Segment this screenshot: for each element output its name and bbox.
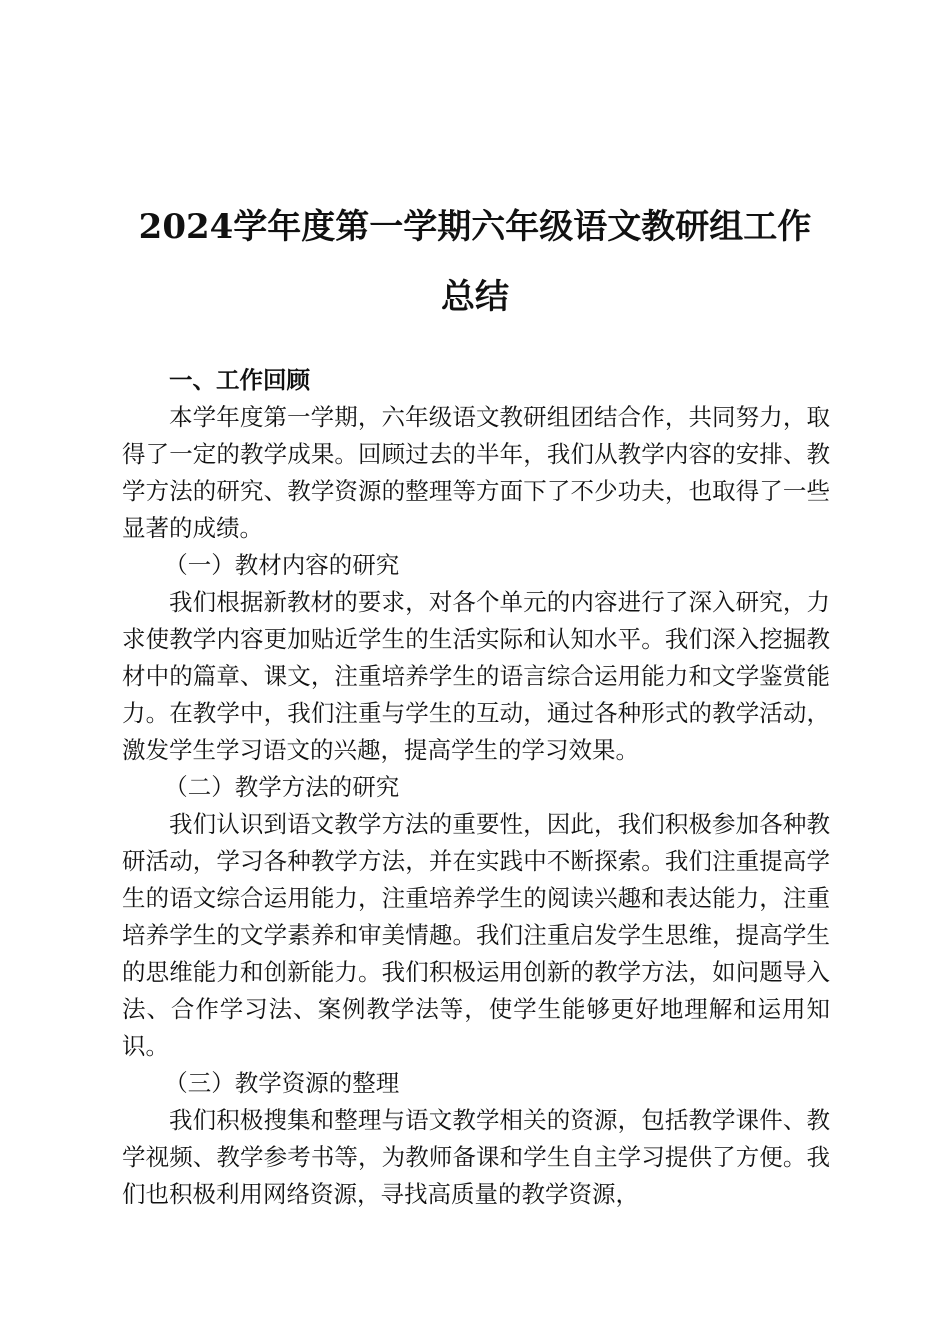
subheading-textbook-research: （一）教材内容的研究 — [164, 551, 400, 579]
title-line-1: 2024学年度第一学期六年级语文教研组工作 — [138, 207, 812, 247]
paragraph-textbook-research: 我们根据新教材的要求，对各个单元的内容进行了深入研究，力求使教学内容更加贴近学生的生活实际和认知水平。我们深入挖掘教材中的篇章、课文，注重培养学生的语言综合运用能力和文学鉴赏能力。在教学中，我们注重与学生的互动，通过各种形式的教学活动，激发学生学习语文的兴趣，提高学生的学习效果。 — [122, 588, 830, 764]
subheading-method-research: （二）教学方法的研究 — [164, 773, 400, 801]
paragraph-resource-organization: 我们积极搜集和整理与语文教学相关的资源，包括教学课件、教学视频、教学参考书等，为教师备课和学生自主学习提供了方便。我们也积极利用网络资源，寻找高质量的教学资源， — [122, 1106, 830, 1208]
title-line-2: 总结 — [441, 277, 509, 317]
paragraph-method-research: 我们认识到语文教学方法的重要性，因此，我们积极参加各种教研活动，学习各种教学方法，并在实践中不断探索。我们注重提高学生的语文综合运用能力，注重培养学生的阅读兴趣和表达能力，注重培养学生的文学素养和审美情趣。我们注重启发学生思维，提高学生的思维能力和创新能力。我们积极运用创新的教学方法，如问题导入法、合作学习法、案例教学法等，使学生能够更好地理解和运用知识。 — [122, 810, 830, 1060]
paragraph-review: 本学年度第一学期，六年级语文教研组团结合作，共同努力，取得了一定的教学成果。回顾过去的半年，我们从教学内容的安排、教学方法的研究、教学资源的整理等方面下了不少功夫，也取得了一些显著的成绩。 — [122, 403, 830, 542]
subheading-resource-organization: （三）教学资源的整理 — [164, 1069, 400, 1097]
document-body — [122, 362, 830, 1213]
section-heading-review: 一、工作回顾 — [169, 366, 310, 394]
document-title — [110, 192, 840, 332]
